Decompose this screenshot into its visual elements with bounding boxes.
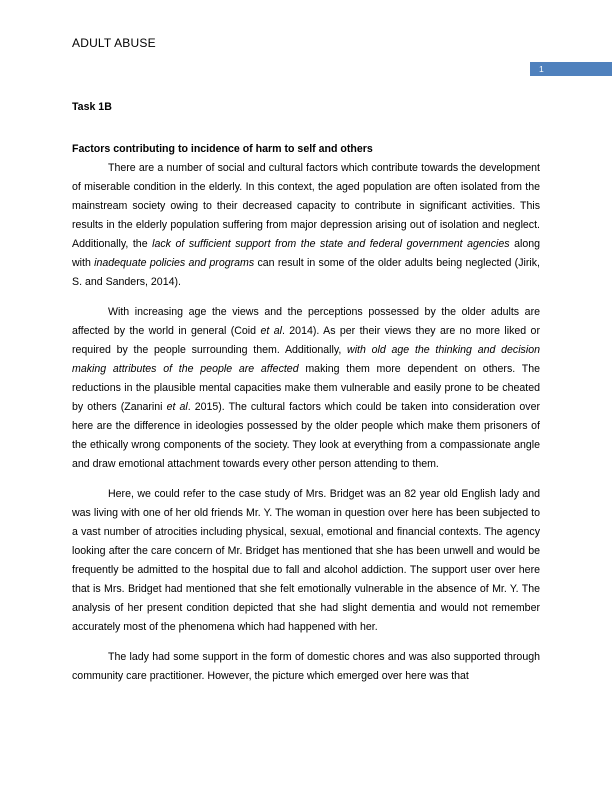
- task-title: Task 1B: [72, 101, 112, 113]
- document-body: [72, 98, 540, 697]
- section-heading: Factors contributing to incidence of harm to self and others: [72, 143, 373, 155]
- paragraph-2: [72, 303, 540, 474]
- paragraph-text: can result in some of the older adults being neglected (Jirik, S. and Sanders, 2014).: [72, 257, 540, 288]
- paragraph-3: Here, we could refer to the case study of Mrs. Bridget was an 82 year old English lady and was living with one of her old friends Mr. Y. The woman in question over here has been subjected to a vast number of atrocities including physical, sexual, emotional and financial contexts. The agency looking after the care concern of Mr. Bridget has mentioned that she has been unwell and would be frequently be admitted to the hospital due to fall and alcohol addiction. The support user over here that is Mrs. Bridget had mentioned that she felt emotionally vulnerable in the absence of Mr. Y. The analysis of her present condition depicted that she had slight dementia and would not remember accurately most of the phenomena which had happened with her.: [72, 488, 540, 633]
- paragraph-text: . 2015). The cultural factors which could be taken into consideration over here are the difference in ideologies possessed by the older people which make them prisoners of the ethically wrong components of the society. They look at everything from a compassionate angle and draw emotional attachment towards every other person attending to them.: [72, 401, 540, 470]
- emphasized-text: with old age the thinking and decision making attributes of the people are affected: [72, 344, 540, 375]
- paragraph-4: The lady had some support in the form of domestic chores and was also supported through community care practitioner. However, the picture which emerged over here was that: [72, 651, 540, 682]
- emphasized-text: inadequate policies and programs: [94, 257, 255, 269]
- paragraph-text: There are a number of social and cultural factors which contribute towards the development of miserable condition in the elderly. In this context, the aged population are often isolated from the mainstream society owing to their decreased capacity to contribute in significant activities. This results in the elderly population suffering from major depression arising out of isolation and neglect. Additionally, the: [72, 162, 540, 250]
- emphasized-text: lack of sufficient support from the state and federal government agencies: [152, 238, 510, 250]
- page-number-badge: 1: [530, 62, 612, 76]
- paragraph-text: making them more dependent on others. The reductions in the plausible mental capacities make them vulnerable and easily prone to be cheated by others (Zanarini: [72, 363, 540, 413]
- paragraph-text: . 2014). As per their views they are no more liked or required by the people surrounding them. Additionally,: [72, 325, 540, 356]
- emphasized-text: et al: [260, 325, 282, 337]
- running-head: ADULT ABUSE: [72, 36, 156, 50]
- paragraph-text: With increasing age the views and the perceptions possessed by the older adults are affected by the world in general (Coid: [72, 306, 540, 337]
- paragraph-1: [72, 159, 540, 292]
- emphasized-text: et al: [166, 401, 188, 413]
- paragraph-text: along with: [72, 238, 540, 269]
